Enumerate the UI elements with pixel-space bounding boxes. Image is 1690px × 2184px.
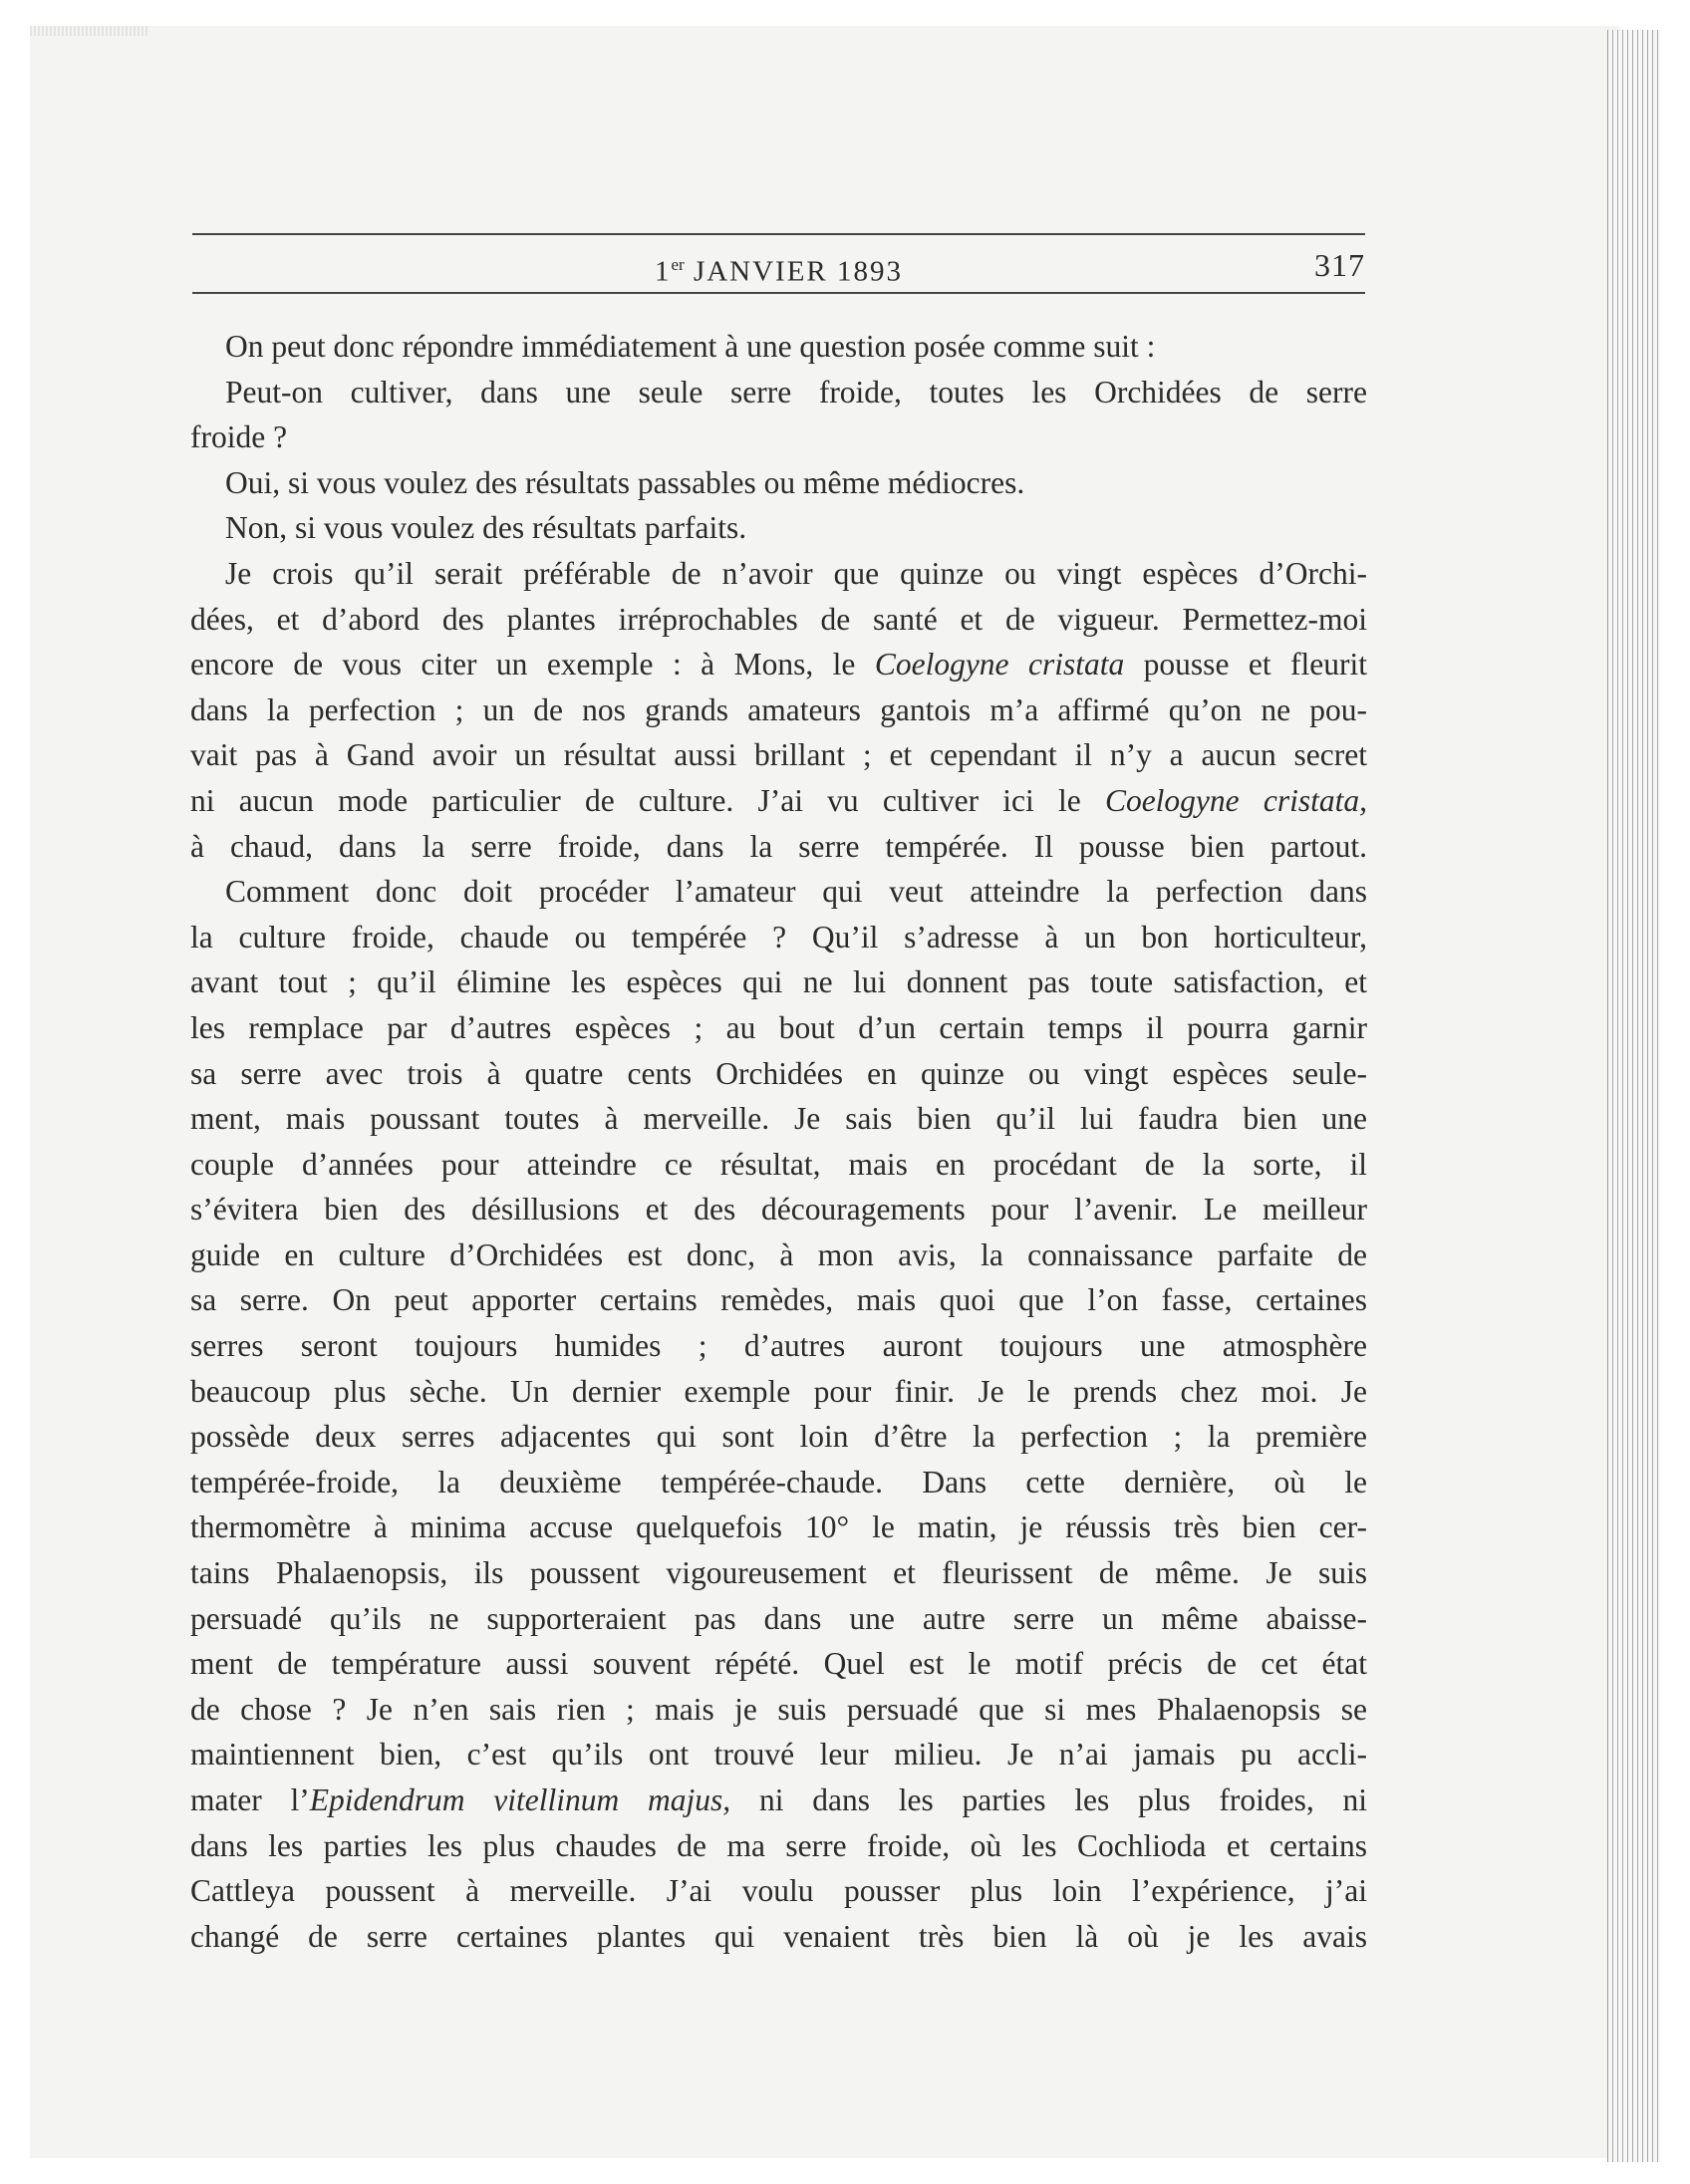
text-line: [190, 414, 1367, 460]
header-rule-bottom: [192, 292, 1365, 294]
date-number: 1: [654, 255, 672, 288]
text-segment: à chaud, dans la serre froide, dans la serre tempérée. Il pousse bien partout.: [190, 828, 1367, 864]
text-segment: froide ?: [190, 419, 288, 455]
page-number: 317: [1314, 247, 1365, 283]
italic-text: Epidendrum vitellinum majus,: [309, 1782, 731, 1817]
text-line: [190, 869, 1367, 915]
text-line: [190, 1868, 1367, 1914]
running-head: [192, 243, 1365, 287]
text-line: [190, 687, 1367, 733]
text-line: [190, 1777, 1367, 1823]
italic-text: Coelogyne cristata: [874, 647, 1125, 682]
text-segment: de chose ? Je n’en sais rien ; mais je suis persuadé que si mes Phalaenopsis se: [190, 1691, 1367, 1727]
text-segment: les remplace par d’autres espèces ; au bout d’un certain temps il pourra garnir: [190, 1009, 1367, 1045]
text-line: [190, 1504, 1367, 1550]
text-line: [190, 732, 1367, 778]
text-line: [190, 824, 1367, 870]
text-line: [190, 1051, 1367, 1097]
text-line: [190, 1550, 1367, 1596]
text-line: [190, 1641, 1367, 1687]
text-line: [190, 1687, 1367, 1733]
text-segment: ni aucun mode particulier de culture. J’ai vu cultiver ici le: [190, 782, 1105, 818]
text-segment: s’évitera bien des désillusions et des découragements pour l’avenir. Le meilleur: [190, 1192, 1367, 1228]
text-line: [190, 370, 1367, 415]
text-line: [190, 551, 1367, 597]
text-line: [190, 505, 1367, 551]
text-segment: dées, et d’abord des plantes irréprochables de santé et de vigueur. Permettez-moi: [190, 601, 1367, 637]
text-segment: Cattleya poussent à merveille. J’ai voulu pousser plus loin l’expérience, j’ai: [190, 1873, 1367, 1909]
text-segment: ment, mais poussant toutes à merveille. Je sais bien qu’il lui faudra bien une: [190, 1101, 1367, 1137]
text-segment: pousse et fleurit: [1124, 647, 1367, 682]
text-segment: Je crois qu’il serait préférable de n’avoir que quinze ou vingt espèces d’Orchi-: [225, 555, 1367, 591]
text-segment: tempérée-froide, la deuxième tempérée-chaude. Dans cette dernière, où le: [190, 1464, 1367, 1500]
text-line: [190, 1414, 1367, 1460]
text-line: [190, 642, 1367, 687]
page-edges: [1607, 30, 1660, 2162]
text-segment: ni dans les parties les plus froides, ni: [730, 1782, 1367, 1817]
text-line: [190, 1005, 1367, 1051]
text-line: [190, 1323, 1367, 1369]
body-text: [190, 324, 1367, 1959]
text-line: [190, 959, 1367, 1005]
text-line: [190, 1732, 1367, 1777]
text-segment: Non, si vous voulez des résultats parfaits.: [225, 510, 747, 546]
running-title: [192, 243, 1365, 294]
text-line: [190, 1232, 1367, 1278]
text-segment: sa serre. On peut apporter certains remèdes, mais quoi que l’on fasse, certaines: [190, 1282, 1367, 1318]
text-segment: serres seront toujours humides ; d’autres auront toujours une atmosphère: [190, 1328, 1367, 1364]
text-segment: tains Phalaenopsis, ils poussent vigoureusement et fleurissent de même. Je suis: [190, 1555, 1367, 1591]
text-segment: dans les parties les plus chaudes de ma serre froide, où les Cochlioda et certains: [190, 1827, 1367, 1863]
text-line: [190, 1596, 1367, 1642]
text-line: [190, 1369, 1367, 1415]
text-line: [190, 324, 1367, 370]
date-suffix: er: [671, 255, 685, 274]
text-line: [190, 597, 1367, 643]
text-line: [190, 1277, 1367, 1323]
text-line: [190, 460, 1367, 506]
text-segment: la culture froide, chaude ou tempérée ? Qu’il s’adresse à un bon horticulteur,: [190, 919, 1367, 955]
text-segment: couple d’années pour atteindre ce résultat, mais en procédant de la sorte, il: [190, 1146, 1367, 1182]
text-segment: avant tout ; qu’il élimine les espèces qui ne lui donnent pas toute satisfaction, et: [190, 964, 1367, 1000]
text-segment: Peut-on cultiver, dans une seule serre froide, toutes les Orchidées de serre: [225, 374, 1367, 410]
text-line: [190, 1096, 1367, 1142]
text-segment: guide en culture d’Orchidées est donc, à mon avis, la connaissance parfaite de: [190, 1236, 1367, 1272]
scan-artifact: [30, 26, 149, 36]
text-line: [190, 778, 1367, 824]
date-rest: JANVIER 1893: [693, 255, 904, 288]
header-rule-top: [192, 233, 1365, 235]
text-segment: Oui, si vous voulez des résultats passables ou même médiocres.: [225, 464, 1025, 500]
text-line: [190, 1142, 1367, 1188]
text-line: [190, 1187, 1367, 1232]
text-segment: ment de température aussi souvent répété. Quel est le motif précis de cet état: [190, 1646, 1367, 1682]
text-segment: encore de vous citer un exemple : à Mons, le: [190, 647, 875, 682]
text-segment: sa serre avec trois à quatre cents Orchidées en quinze ou vingt espèces seule-: [190, 1055, 1367, 1091]
text-line: [190, 1460, 1367, 1505]
text-segment: beaucoup plus sèche. Un dernier exemple pour finir. Je le prends chez moi. Je: [190, 1373, 1367, 1409]
text-line: [190, 915, 1367, 960]
text-segment: changé de serre certaines plantes qui venaient très bien là où je les avais: [190, 1918, 1367, 1954]
text-segment: dans la perfection ; un de nos grands amateurs gantois m’a affirmé qu’on ne pou-: [190, 691, 1367, 727]
text-line: [190, 1914, 1367, 1960]
text-segment: persuadé qu’ils ne supporteraient pas dans une autre serre un même abaisse-: [190, 1600, 1367, 1636]
text-segment: Comment donc doit procéder l’amateur qui veut atteindre la perfection dans: [225, 874, 1367, 910]
text-segment: vait pas à Gand avoir un résultat aussi brillant ; et cependant il n’y a aucun secret: [190, 737, 1367, 773]
text-segment: maintiennent bien, c’est qu’ils ont trouvé leur milieu. Je n’ai jamais pu accli-: [190, 1737, 1367, 1773]
text-line: [190, 1823, 1367, 1869]
text-segment: thermomètre à minima accuse quelquefois 10° le matin, je réussis très bien cer-: [190, 1509, 1367, 1545]
text-segment: possède deux serres adjacentes qui sont loin d’être la perfection ; la première: [190, 1419, 1367, 1455]
text-segment: mater l’: [190, 1782, 310, 1817]
text-segment: On peut donc répondre immédiatement à une question posée comme suit :: [225, 329, 1156, 364]
italic-text: Coelogyne cristata,: [1104, 782, 1367, 818]
